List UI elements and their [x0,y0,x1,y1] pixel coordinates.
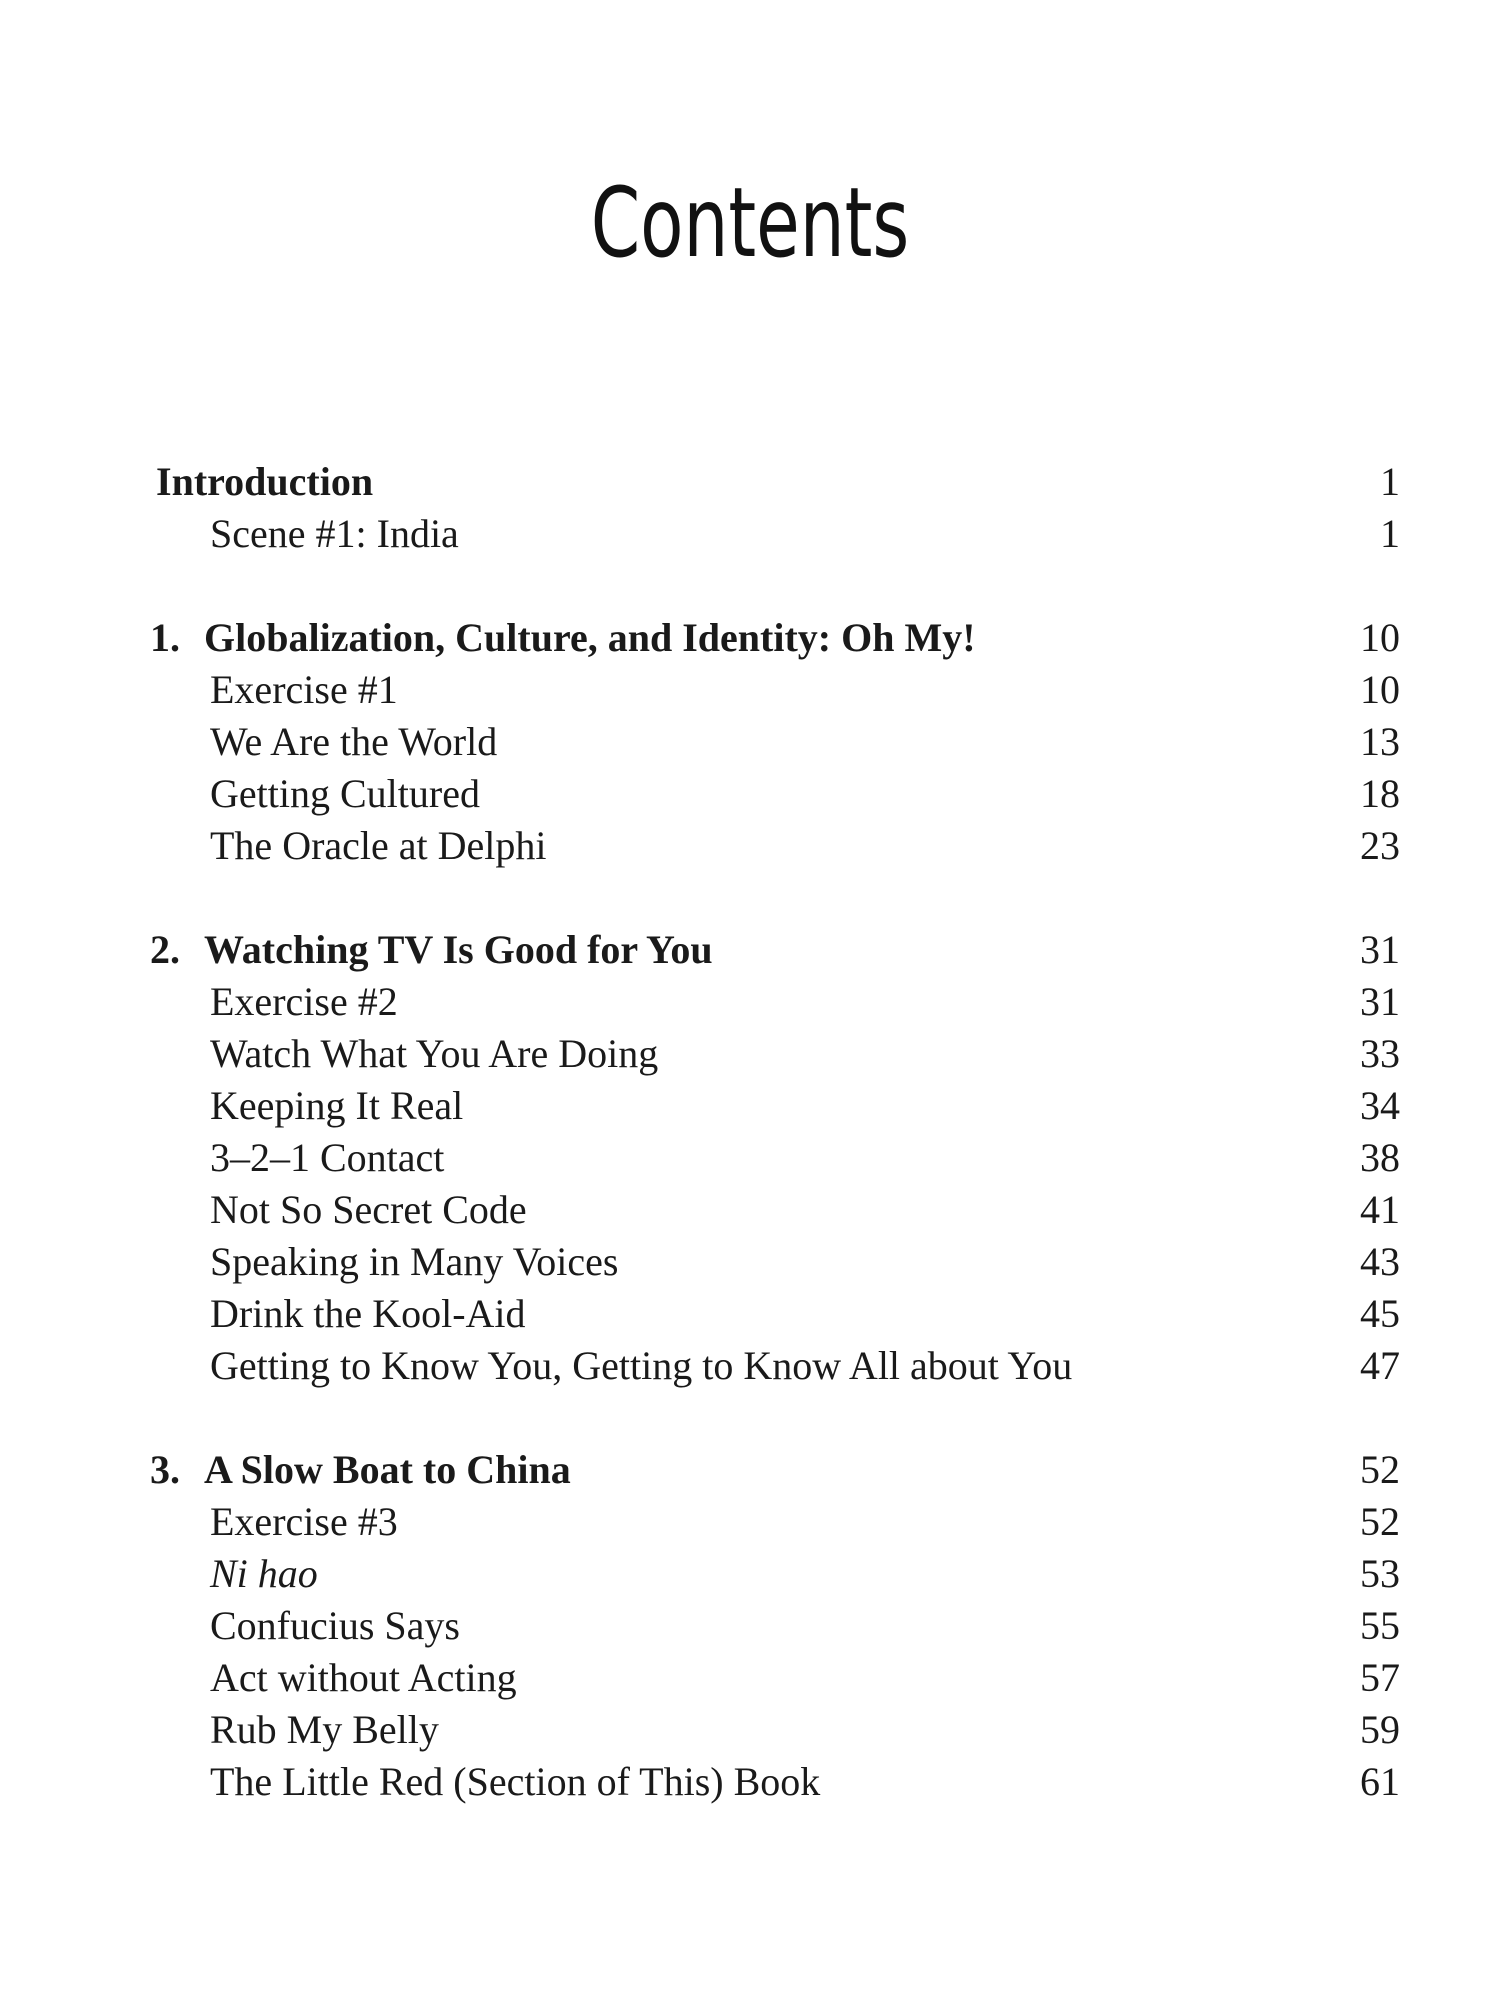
toc-subentry-title: Getting to Know You, Getting to Know All about You [210,1343,1073,1388]
toc-subentry [150,1132,1400,1184]
toc-subentry [150,716,1400,768]
toc-subentry-title: Exercise #3 [210,1499,398,1544]
toc-subentry-title: Speaking in Many Voices [210,1239,619,1284]
toc-entry-title: Watching TV Is Good for You [204,927,713,972]
toc-subentry-page: 23 [1360,823,1400,868]
chapter-number: 3. [150,1447,180,1492]
toc-group-chapter-2 [150,924,1400,1392]
toc-subentry-page: 10 [1360,667,1400,712]
toc-subentry-page: 33 [1360,1031,1400,1076]
toc-subentry [150,1028,1400,1080]
toc-subentry-title: Ni hao [210,1551,318,1596]
toc-subentry [150,1184,1400,1236]
toc-entry-title: Introduction [156,459,374,504]
toc-subentry-page: 57 [1360,1655,1400,1700]
toc-subentry-title: We Are the World [210,719,498,764]
toc-subentry [150,1236,1400,1288]
toc-subentry-page: 34 [1360,1083,1400,1128]
toc-subentry-page: 38 [1360,1135,1400,1180]
toc-subentry [150,1600,1400,1652]
toc-subentry [150,1288,1400,1340]
toc-subentry-page: 13 [1360,719,1400,764]
toc-subentry-page: 18 [1360,771,1400,816]
toc-subentry [150,1496,1400,1548]
toc-subentry-title: Not So Secret Code [210,1187,527,1232]
toc-subentry [150,1548,1400,1600]
toc-entry-page: 52 [1360,1447,1400,1492]
toc-entry-chapter [150,612,1400,664]
toc-subentry-page: 47 [1360,1343,1400,1388]
toc-entry-introduction [150,456,1400,508]
toc-entry-title: A Slow Boat to China [204,1447,571,1492]
toc-subentry [150,1652,1400,1704]
table-of-contents [150,456,1400,1860]
toc-subentry-page: 59 [1360,1707,1400,1752]
toc-subentry-title: Scene #1: India [210,511,459,556]
toc-entry-chapter [150,1444,1400,1496]
toc-subentry-title: The Oracle at Delphi [210,823,547,868]
toc-entry-page: 10 [1360,615,1400,660]
toc-entry-page: 31 [1360,927,1400,972]
chapter-number: 1. [150,615,180,660]
toc-subentry [150,976,1400,1028]
toc-entry-chapter [150,924,1400,976]
toc-subentry-page: 55 [1360,1603,1400,1648]
toc-subentry-title: Confucius Says [210,1603,460,1648]
toc-chapters [150,612,1400,1808]
toc-subentry-page: 31 [1360,979,1400,1024]
toc-subentry-page: 41 [1360,1187,1400,1232]
toc-subentry-title: Getting Cultured [210,771,480,816]
toc-entry-page: 1 [1380,459,1400,504]
toc-group-chapter-3 [150,1444,1400,1808]
toc-subentry-title: 3–2–1 Contact [210,1135,445,1180]
chapter-number: 2. [150,927,180,972]
toc-entry-title: Globalization, Culture, and Identity: Oh My! [204,615,976,660]
toc-subentry-title: Exercise #2 [210,979,398,1024]
toc-subentry-title: Rub My Belly [210,1707,439,1752]
toc-subentry [150,664,1400,716]
toc-subentry [150,508,1400,560]
toc-subentry-page: 61 [1360,1759,1400,1804]
toc-group-introduction [150,456,1400,560]
toc-subentry-page: 1 [1380,511,1400,556]
toc-subentry-title: The Little Red (Section of This) Book [210,1759,821,1804]
toc-subentry-page: 45 [1360,1291,1400,1336]
toc-subentry [150,820,1400,872]
toc-subentry [150,768,1400,820]
toc-subentry-title: Drink the Kool-Aid [210,1291,526,1336]
toc-subentry [150,1704,1400,1756]
toc-subentry [150,1080,1400,1132]
toc-subentry-title: Act without Acting [210,1655,517,1700]
toc-subentry [150,1756,1400,1808]
toc-subentry-title: Exercise #1 [210,667,398,712]
toc-subentry [150,1340,1400,1392]
toc-group-chapter-1 [150,612,1400,872]
page-title: Contents [590,167,910,279]
toc-subentry-page: 53 [1360,1551,1400,1596]
toc-subentry-title: Keeping It Real [210,1083,464,1128]
toc-subentry-title: Watch What You Are Doing [210,1031,659,1076]
toc-subentry-page: 43 [1360,1239,1400,1284]
toc-subentry-page: 52 [1360,1499,1400,1544]
